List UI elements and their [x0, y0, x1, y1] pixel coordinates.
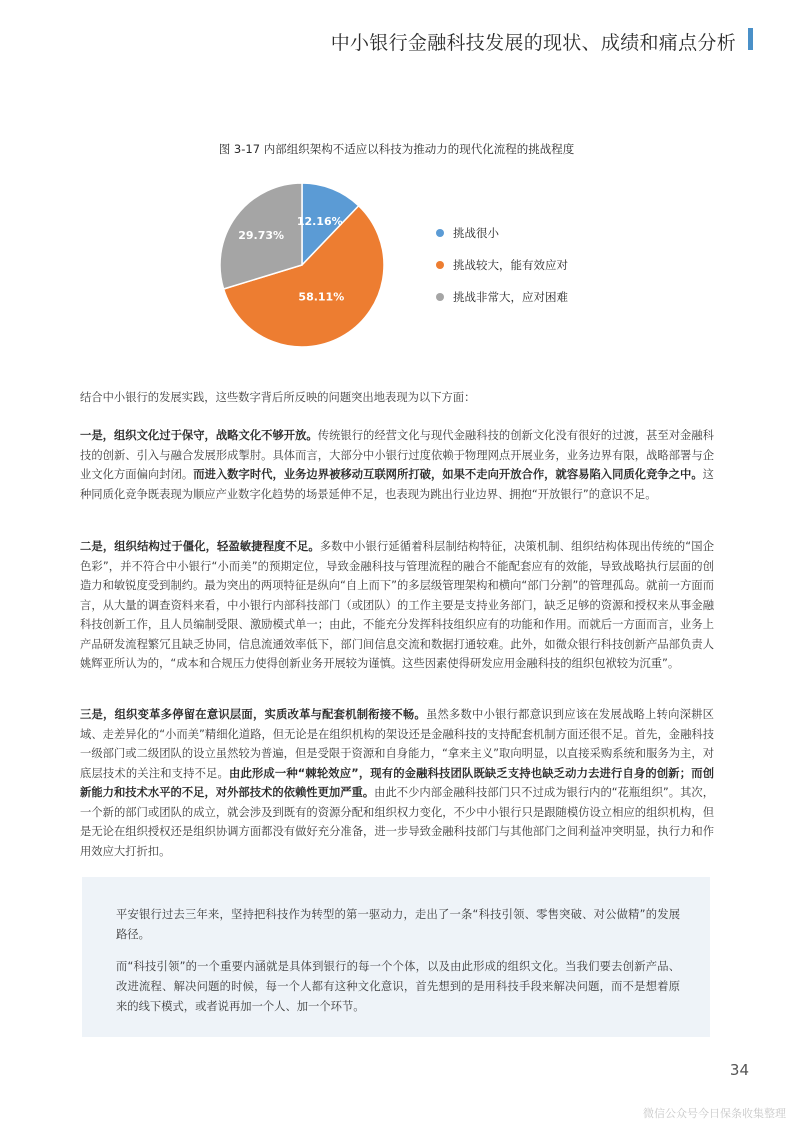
legend-item-large: [436, 257, 568, 273]
paragraph-2: [80, 537, 714, 674]
paragraph-1-text: 传统银行的经营文化与现代金融科技的创新文化没有很好的过渡，甚至对金融科技的创新、引入与融合发展形成掣肘。具体而言，大部分中小银行过度依赖于物理网点开展业务，业务边界有限，战略部署与企业文化方面偏向封闭。: [80, 429, 714, 481]
legend-label-small: 挑战很小: [453, 226, 499, 240]
legend-label-very-large: 挑战非常大，应对困难: [453, 290, 568, 304]
paragraph-1-lead: 一是，组织文化过于保守，战略文化不够开放。: [80, 429, 318, 442]
legend-dot-very-large: [436, 293, 444, 301]
page-header-title: 中小银行金融科技发展的现状、成绩和痛点分析: [330, 32, 736, 54]
paragraph-1: [80, 426, 714, 504]
legend-dot-small: [436, 229, 444, 237]
quote-box: [82, 877, 710, 1037]
paragraph-1-emphasis: 而进入数字时代，业务边界被移动互联网所打破，如果不走向开放合作，就容易陷入同质化竞争之中。: [193, 468, 703, 481]
paragraph-2-lead: 二是，组织结构过于僵化，轻盈敏捷程度不足。: [80, 540, 320, 553]
legend-label-large: 挑战较大，能有效应对: [453, 258, 568, 272]
quote-paragraph-1: 平安银行过去三年来，坚持把科技作为转型的第一驱动力，走出了一条“科技引领、零售突破、对公做精”的发展路径。: [116, 908, 680, 941]
intro-paragraph: 结合中小银行的发展实践，这些数字背后所反映的问题突出地表现为以下方面：: [80, 391, 476, 404]
legend-item-very-large: [436, 289, 568, 305]
figure-caption: 图 3-17 内部组织架构不适应以科技为推动力的现代化流程的挑战程度: [218, 142, 575, 156]
paragraph-2-text: 多数中小银行延循着科层制结构特征，决策机制、组织结构体现出传统的“国企色彩”，并不符合中小银行“小而美”的预期定位，导致金融科技与管理流程的融合不能配套应有的效能，导致战略执行层面的创造力和敏锐度受到制约。最为突出的两项特征是纵向“自上而下”的多层级管理架构和横向“部门分割”的管理孤岛。就前一方面而言，从大量的调查资料来看，中小银行内部科技部门（或团队）的工作主要是支持业务部门，缺乏足够的资源和授权来从事金融科技创新工作，且人员编制受限、激励模式单一；由此，不能充分发挥科技组织应有的功能和作用。而就后一方面而言，业务上产品研发流程繁冗且缺乏协同，信息流通效率低下，部门间信息交流和数据打通较难。此外，如微众银行科技创新产品部负责人姚辉亚所认为的，“成本和合规压力使得创新业务开展较为谨慎。这些因素使得研发应用金融科技的组织包袱较为沉重”。: [80, 540, 714, 670]
legend-dot-large: [436, 261, 444, 269]
pie-chart: [0, 0, 793, 400]
paragraph-3-lead: 三是，组织变革多停留在意识层面，实质改革与配套机制衔接不畅。: [80, 708, 426, 721]
paragraph-3-text: 虽然多数中小银行都意识到应该在发展战略上转向深耕区域、走差异化的“小而美”精细化道路，但无论是在组织机构的架设还是金融科技的支持配套机制方面还很不足。首先，金融科技一级部门或二级团队的设立虽然较为普遍，但是受限于资源和自身能力，“拿来主义”取向明显，以直接采购系统和服务为主，对底层技术的关注和支持不足。: [80, 708, 714, 780]
paragraph-1-text-end: 这种同质化竞争既表现为顺应产业数字化趋势的场景延伸不足，也表现为跳出行业边界、拥抱“开放银行”的意识不足。: [80, 468, 714, 501]
pie-label-large: 58.11%: [298, 290, 345, 304]
paragraph-3-emphasis: 由此形成一种“棘轮效应”，现有的金融科技团队既缺乏支持也缺乏动力去进行自身的创新；而创新能力和技术水平的不足，对外部技术的依赖性更加严重。: [80, 766, 714, 799]
paragraph-3: [80, 705, 714, 861]
legend-item-small: [436, 225, 499, 241]
page-number: 34: [729, 1061, 749, 1079]
pie-slices: [220, 183, 384, 347]
pie-label-very-large: 29.73%: [238, 228, 285, 242]
pie-label-small: 12.16%: [296, 214, 343, 228]
quote-paragraph-2: 而“科技引领”的一个重要内涵就是具体到银行的每一个个体，以及由此形成的组织文化。当我们要去创新产品、改进流程、解决问题的时候，每一个人都有这种文化意识，首先想到的是用科技手段来解决问题，而不是想着原来的线下模式，或者说再加一个人、加一个环节。: [116, 960, 680, 1013]
watermark: 微信公众号今日保条收集整理: [643, 1107, 786, 1120]
paragraph-3-text-end: 由此不少内部金融科技部门只不过成为银行内的“花瓶组织”。其次，一个新的部门或团队的成立，就会涉及到既有的资源分配和组织权力变化，不少中小银行只是跟随模仿设立相应的组织机构，但是无论在组织授权还是组织协调方面都没有做好充分准备，进一步导致金融科技部门与其他部门之间利益冲突明显，执行力和作用效应大打折扣。: [80, 786, 714, 858]
